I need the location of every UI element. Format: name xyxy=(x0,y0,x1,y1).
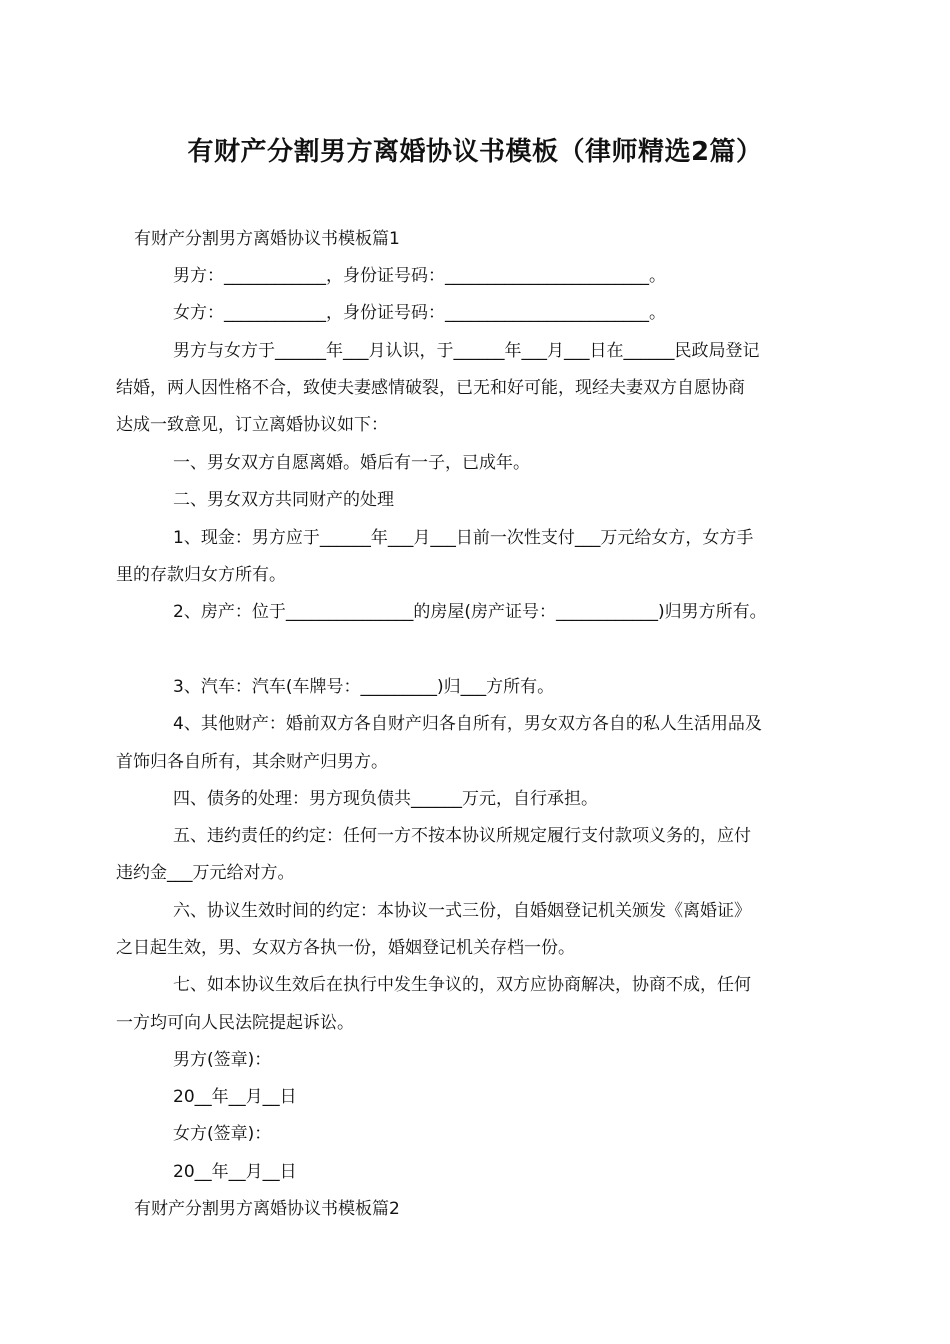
female-party-line: 女方：____________，身份证号码：________________________。 xyxy=(173,303,666,323)
clause-6-line-2: 之日起生效，男、女双方各执一份，婚姻登记机关存档一份。 xyxy=(116,938,575,958)
house-line: 2、房产：位于_______________的房屋(房产证号：____________)归男方所有。 xyxy=(173,602,767,622)
part1-heading: 有财产分割男方离婚协议书模板篇1 xyxy=(134,229,400,249)
document-title: 有财产分割男方离婚协议书模板（律师精选2篇） xyxy=(187,137,763,167)
female-signature-date: 20__年__月__日 xyxy=(173,1162,297,1182)
male-party-line: 男方：____________，身份证号码：________________________。 xyxy=(173,266,666,286)
clause-2: 二、男女双方共同财产的处理 xyxy=(173,490,394,510)
clause-6-line-1: 六、协议生效时间的约定：本协议一式三份，自婚姻登记机关颁发《离婚证》 xyxy=(173,901,751,921)
clause-5-line-2: 违约金___万元给对方。 xyxy=(116,863,295,883)
intro-line-2: 结婚，两人因性格不合，致使夫妻感情破裂，已无和好可能，现经夫妻双方自愿协商 xyxy=(116,378,745,398)
clause-4: 四、债务的处理：男方现负债共______万元，自行承担。 xyxy=(173,789,598,809)
part2-heading: 有财产分割男方离婚协议书模板篇2 xyxy=(134,1199,400,1219)
car-line: 3、汽车：汽车(车牌号：_________)归___方所有。 xyxy=(173,677,555,697)
intro-line-3: 达成一致意见，订立离婚协议如下： xyxy=(116,415,388,435)
cash-line-1: 1、现金：男方应于______年___月___日前一次性支付___万元给女方，女方手 xyxy=(173,528,754,548)
other-property-line-1: 4、其他财产：婚前双方各自财产归各自所有，男女双方各自的私人生活用品及 xyxy=(173,714,762,734)
clause-1: 一、男女双方自愿离婚。婚后有一子，已成年。 xyxy=(173,453,530,473)
female-signature: 女方(签章)： xyxy=(173,1124,272,1144)
clause-7-line-1: 七、如本协议生效后在执行中发生争议的，双方应协商解决，协商不成，任何 xyxy=(173,975,751,995)
male-signature: 男方(签章)： xyxy=(173,1050,272,1070)
male-signature-date: 20__年__月__日 xyxy=(173,1087,297,1107)
other-property-line-2: 首饰归各自所有，其余财产归男方。 xyxy=(116,752,388,772)
cash-line-2: 里的存款归女方所有。 xyxy=(116,565,286,585)
clause-7-line-2: 一方均可向人民法院提起诉讼。 xyxy=(116,1013,354,1033)
clause-5-line-1: 五、违约责任的约定：任何一方不按本协议所规定履行支付款项义务的，应付 xyxy=(173,826,751,846)
intro-line-1: 男方与女方于______年___月认识，于______年___月___日在______民政局登记 xyxy=(173,341,760,361)
